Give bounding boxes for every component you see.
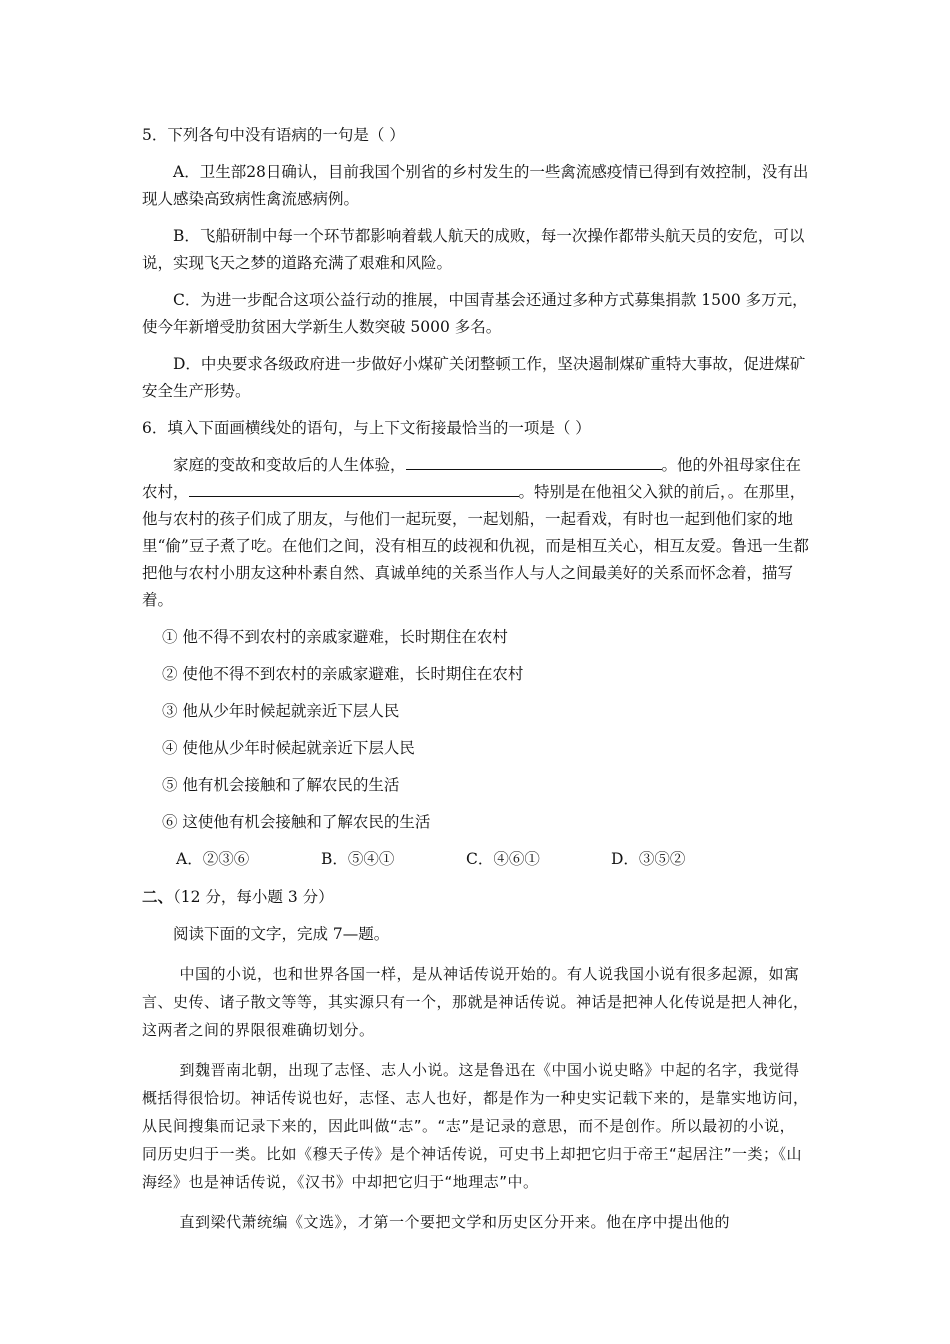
- passage-text-2: 。他的外祖母家住在农村，: [142, 456, 802, 501]
- choice-item: ① 他不得不到农村的亲戚家避难，长时期住在农村: [162, 628, 508, 646]
- document-content: [142, 122, 810, 1236]
- answer-b: B．⑤④①: [321, 850, 395, 868]
- question-5-option-b: B．飞船研制中每一个环节都影响着载人航天的成败，每一次操作都带头航天员的安危，可以说，实现飞天之梦的道路充满了艰难和风险。: [142, 227, 805, 272]
- section-2-score-note: （12 分，每小题 3 分）: [173, 888, 334, 906]
- choice-item: ⑥ 这使他有机会接触和了解农民的生活: [162, 813, 431, 831]
- choice-item: ② 使他不得不到农村的亲戚家避难，长时期住在农村: [162, 665, 524, 683]
- reading-paragraph-3: 直到梁代萧统编《文选》，才第一个要把文学和历史区分开来。他在序中提出他的: [179, 1213, 731, 1231]
- question-6-passage: [142, 452, 810, 614]
- reading-paragraph-1: 中国的小说，也和世界各国一样，是从神话传说开始的。有人说我国小说有很多起源，如寓言、史传、诸子散文等等，其实源只有一个，那就是神话传说。神话是把神人化传说是把人神化，这两者之间的界限很难确切划分。: [142, 965, 809, 1039]
- passage-text-1: 家庭的变故和变故后的人生体验，: [173, 456, 406, 474]
- reading-paragraph-2: 到魏晋南北朝，出现了志怪、志人小说。这是鲁迅在《中国小说史略》中起的名字，我觉得概括得很恰切。神话传说也好，志怪、志人也好，都是作为一种史实记载下来的，是靠实地访问，从民间搜集而记录下来的，因此叫做“志”。“志”是记录的意思，而不是创作。所以最初的小说，同历史归于一类。比如《穆天子传》是个神话传说，可史书上却把它归于帝王“起居注”一类；《山海经》也是神话传说，《汉书》中却把它归于“地理志”中。: [142, 1061, 809, 1191]
- section-2-heading: [142, 883, 810, 911]
- fill-blank-2: [189, 479, 519, 497]
- choice-item: ③ 他从少年时候起就亲近下层人民: [162, 702, 400, 720]
- fill-blank-1: [406, 452, 662, 470]
- question-5-stem: 5．下列各句中没有语病的一句是（ ）: [142, 126, 405, 144]
- answer-d: D．③⑤②: [611, 850, 686, 868]
- choice-item: ④ 使他从少年时候起就亲近下层人民: [162, 739, 415, 757]
- passage-text-3: 。特别是在他祖父入狱的前后，。在那里，他与农村的孩子们成了朋友，与他们一起玩耍，一起划船，一起看戏，有时也一起到他们家的地里“偷”豆子煮了吃。在他们之间，没有相互的歧视和仇视，而是相互关心，相互友爱。鲁迅一生都把他与农村小朋友这种朴素自然、真诚单纯的关系当作人与人之间最美好的关系而怀念着，描写着。: [142, 483, 809, 609]
- question-5-option-a: A．卫生部28日确认，目前我国个别省的乡村发生的一些禽流感疫情已得到有效控制，没有出现人感染高致病性禽流感病例。: [142, 163, 809, 208]
- answer-c: C．④⑥①: [466, 850, 540, 868]
- answer-a: A．②③⑥: [176, 850, 250, 868]
- choice-item: ⑤ 他有机会接触和了解农民的生活: [162, 776, 400, 794]
- section-2-instruction: 阅读下面的文字，完成 7—题。: [173, 925, 390, 943]
- question-6-answers: [142, 846, 810, 873]
- section-2-number: 二、: [142, 887, 174, 906]
- question-5-option-c: C．为进一步配合这项公益行动的推展，中国青基会还通过多种方式募集捐款 1500 多万元，使今年新增受肋贫困大学新生人数突破 5000 多名。: [142, 291, 808, 336]
- question-6-stem: 6．填入下面画横线处的语句，与上下文衔接最恰当的一项是（ ）: [142, 419, 591, 437]
- question-5-option-d: D．中央要求各级政府进一步做好小煤矿关闭整顿工作，坚决遏制煤矿重特大事故，促进煤矿安全生产形势。: [142, 355, 806, 400]
